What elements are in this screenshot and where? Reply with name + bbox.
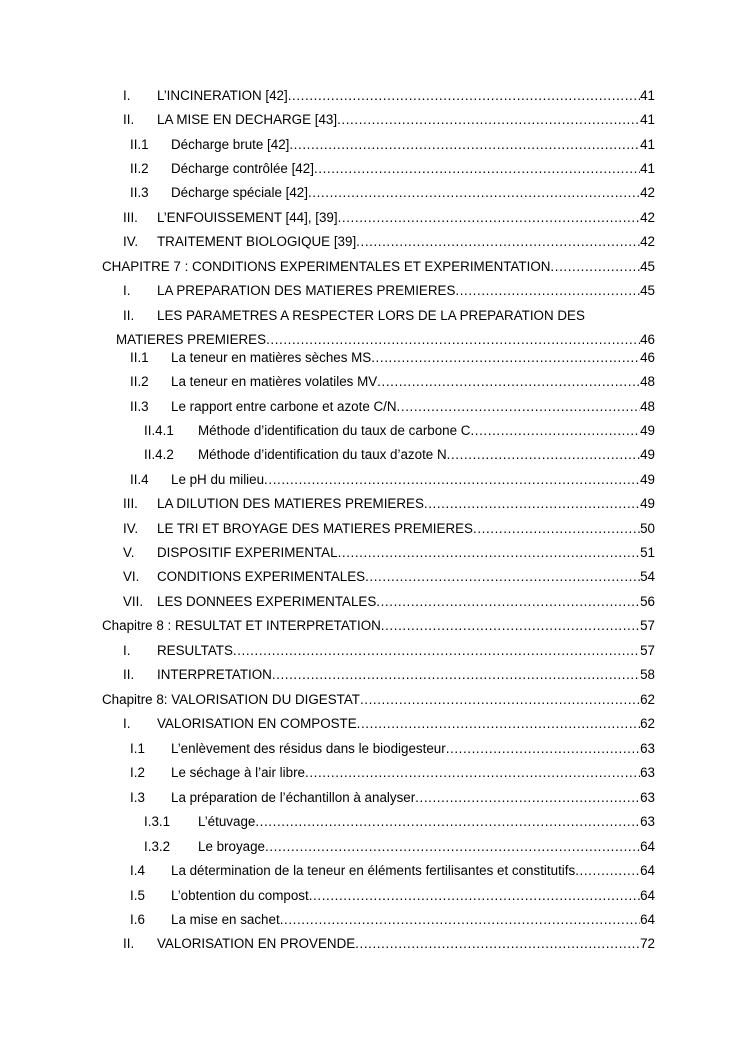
toc-entry[interactable] [0,86,655,106]
toc-entry-title: RESULTATS [157,643,233,658]
toc-entry-page: 63 [640,790,655,805]
toc-entry-number: III. [123,496,138,511]
toc-entry[interactable] [0,837,655,857]
toc-entry-page: 54 [640,569,655,584]
toc-entry-number: II.4.2 [144,447,174,462]
dot-leader [376,592,640,612]
toc-entry-page: 41 [640,161,655,176]
toc-entry-number: II.1 [130,350,149,365]
toc-entry-title: Le pH du milieu [171,472,265,487]
toc-entry-title: VALORISATION EN PROVENDE [157,936,356,951]
dot-leader [233,641,640,661]
toc-entry-number: I.3.1 [144,814,171,829]
dot-leader [255,812,640,832]
toc-entry-number: I.6 [130,912,145,927]
toc-entry[interactable] [0,470,655,490]
toc-chapter-entry[interactable] [0,257,655,277]
toc-entry-page: 45 [640,259,655,274]
toc-entry[interactable] [0,183,655,203]
toc-entry-title: INTERPRETATION [157,667,272,682]
toc-entry-number: I.1 [130,741,145,756]
dot-leader [338,208,641,228]
toc-entry-number: II.4.1 [144,423,174,438]
toc-entry[interactable] [0,592,655,612]
toc-entry-number: II. [123,936,135,951]
toc-entry-number: I.3.2 [144,839,171,854]
toc-entry-page: 50 [640,521,655,536]
toc-entry-page: 41 [640,137,655,152]
dot-leader [447,445,640,465]
toc-entry[interactable] [0,421,655,441]
toc-entry-page: 64 [640,888,655,903]
toc-entry-title: L’INCINERATION [42] [157,88,288,103]
toc-entry-title: Décharge spéciale [42] [171,185,308,200]
dot-leader [381,616,640,636]
toc-entry-page: 63 [640,814,655,829]
toc-entry-number: I. [123,88,131,103]
toc-entry[interactable] [0,543,655,563]
toc-entry-number: IV. [123,521,139,536]
toc-entry[interactable] [0,861,655,881]
toc-entry-page: 56 [640,594,655,609]
toc-entry-title: La mise en sachet [171,912,280,927]
toc-entry-number: II.4 [130,472,149,487]
toc-entry-page: 63 [640,741,655,756]
toc-entry[interactable] [0,641,655,661]
toc-entry-title: LA MISE EN DECHARGE [43] [157,112,338,127]
toc-entry-page: 49 [640,472,655,487]
toc-entry-title: LA DILUTION DES MATIERES PREMIERES [157,496,424,511]
dot-leader [360,690,640,710]
toc-entry-title: Le broyage [198,839,266,854]
toc-entry[interactable] [0,348,655,368]
dot-leader [575,861,640,881]
dot-leader [288,86,640,106]
toc-entry[interactable] [0,281,655,301]
toc-entry-title: La préparation de l’échantillon à analyser [171,790,416,805]
toc-entry-number: I. [123,716,131,731]
dot-leader [272,665,640,685]
toc-entry[interactable] [0,886,655,906]
toc-entry-number: II.1 [130,137,149,152]
toc-entry-title: La détermination de la teneur en éléments fertilisantes et constitutifs [171,863,576,878]
toc-entry[interactable] [0,739,655,759]
toc-entry-page: 58 [640,667,655,682]
toc-entry-number: II. [123,112,135,127]
toc-entry-number: II. [123,308,135,323]
toc-chapter-entry[interactable] [0,616,655,636]
toc-entry-page: 49 [640,496,655,511]
toc-entry-multiline[interactable] [0,306,655,350]
toc-entry[interactable] [0,763,655,783]
toc-entry-title: La teneur en matières sèches MS [171,350,372,365]
toc-entry[interactable] [0,910,655,930]
toc-entry-title: TRAITEMENT BIOLOGIQUE [39] [157,234,357,249]
dot-leader [305,763,640,783]
toc-entry-number: I.2 [130,765,145,780]
toc-entry-title: LE TRI ET BROYAGE DES MATIERES PREMIERES [157,521,473,536]
toc-entry-title: L’enlèvement des résidus dans le biodigesteur [171,741,446,756]
dot-leader [455,281,640,301]
toc-entry-title: CHAPITRE 7 : CONDITIONS EXPERIMENTALES ET EXPERIMENTATION [102,259,551,274]
toc-entry-title-line1: LES PARAMETRES A RESPECTER LORS DE LA PREPARATION DES [157,308,585,323]
toc-entry[interactable] [0,567,655,587]
toc-entry-page: 49 [640,423,655,438]
toc-entry-title: LA PREPARATION DES MATIERES PREMIERES [157,283,456,298]
dot-leader [309,886,640,906]
toc-entry-title: Méthode d’identification du taux de carbone C [198,423,471,438]
toc-entry-number: I.5 [130,888,145,903]
toc-entry-number: IV. [123,234,139,249]
toc-entry-title: Décharge brute [42] [171,137,290,152]
toc-entry-page: 57 [640,618,655,633]
toc-entry-page: 46 [640,332,655,347]
toc-entry-title: MATIERES PREMIERES [116,332,267,347]
dot-leader [424,494,640,514]
toc-entry-number: II.2 [130,161,149,176]
toc-entry-title: Méthode d’identification du taux d’azote N [198,447,447,462]
toc-entry[interactable] [0,714,655,734]
toc-entry-page: 41 [640,112,655,127]
dot-leader [365,567,640,587]
toc-entry-number: II.3 [130,399,149,414]
toc-entry-number: I.4 [130,863,145,878]
toc-entry-page: 51 [640,545,655,560]
toc-entry-number: II.3 [130,185,149,200]
dot-leader [473,519,640,539]
dot-leader [289,135,640,155]
toc-entry-title: Décharge contrôlée [42] [171,161,314,176]
dot-leader [266,330,640,350]
toc-entry-page: 42 [640,234,655,249]
toc-entry-number: II. [123,667,135,682]
dot-leader [470,421,640,441]
toc-entry-page: 41 [640,88,655,103]
toc-entry[interactable] [0,665,655,685]
toc-entry-number: VI. [123,569,140,584]
toc-entry[interactable] [0,788,655,808]
toc-entry-page: 46 [640,350,655,365]
toc-entry[interactable] [0,494,655,514]
dot-leader [356,232,640,252]
toc-entry[interactable] [0,445,655,465]
toc-entry-title: Chapitre 8 : RESULTAT ET INTERPRETATION [102,618,381,633]
toc-entry-number: VII. [123,594,144,609]
toc-entry[interactable] [0,208,655,228]
dot-leader [355,934,640,954]
toc-entry[interactable] [0,110,655,130]
toc-entry[interactable] [0,135,655,155]
toc-entry-page: 42 [640,185,655,200]
toc-entry-page: 42 [640,210,655,225]
toc-entry[interactable] [0,232,655,252]
toc-entry-title: LES DONNEES EXPERIMENTALES [157,594,377,609]
dot-leader [371,348,640,368]
dot-leader [338,543,641,563]
dot-leader [550,257,640,277]
toc-entry-title: VALORISATION EN COMPOSTE [157,716,357,731]
toc-entry-page: 64 [640,863,655,878]
toc-entry[interactable] [0,519,655,539]
toc-entry[interactable] [0,159,655,179]
toc-entry-title: L’ENFOUISSEMENT [44], [39] [157,210,338,225]
dot-leader [337,110,640,130]
dot-leader [415,788,640,808]
toc-chapter-entry[interactable] [0,690,655,710]
toc-entry[interactable] [0,934,655,954]
toc-entry[interactable] [0,812,655,832]
toc-entry-number: V. [123,545,135,560]
toc-entry-title: Chapitre 8: VALORISATION DU DIGESTAT [102,692,360,707]
dot-leader [265,837,640,857]
toc-entry-number: III. [123,210,138,225]
dot-leader [397,397,641,417]
dot-leader [446,739,640,759]
toc-entry-page: 45 [640,283,655,298]
toc-entry-title: Le séchage à l’air libre [171,765,305,780]
toc-entry-number: I.3 [130,790,145,805]
toc-entry-title: DISPOSITIF EXPERIMENTAL [157,545,338,560]
toc-entry[interactable] [0,372,655,392]
dot-leader [377,372,640,392]
toc-entry-page: 49 [640,447,655,462]
toc-entry-page: 63 [640,765,655,780]
toc-entry-page: 72 [640,936,655,951]
dot-leader [357,714,640,734]
toc-entry-page: 64 [640,839,655,854]
dot-leader [264,470,640,490]
toc-entry[interactable] [0,397,655,417]
toc-entry-title: L’étuvage [198,814,256,829]
toc-entry-page: 57 [640,643,655,658]
toc-entry-title: L’obtention du compost [171,888,309,903]
toc-entry-page: 62 [640,692,655,707]
dot-leader [280,910,640,930]
toc-entry-page: 48 [640,399,655,414]
toc-entry-title: CONDITIONS EXPERIMENTALES [157,569,366,584]
toc-entry-title: La teneur en matières volatiles MV [171,374,378,389]
toc-entry-title: Le rapport entre carbone et azote C/N [171,399,397,414]
toc-entry-page: 62 [640,716,655,731]
dot-leader [308,183,640,203]
dot-leader [314,159,640,179]
toc-entry-page: 64 [640,912,655,927]
toc-entry-page: 48 [640,374,655,389]
toc-entry-number: I. [123,643,131,658]
toc-entry-number: II.2 [130,374,149,389]
toc-entry-number: I. [123,283,131,298]
